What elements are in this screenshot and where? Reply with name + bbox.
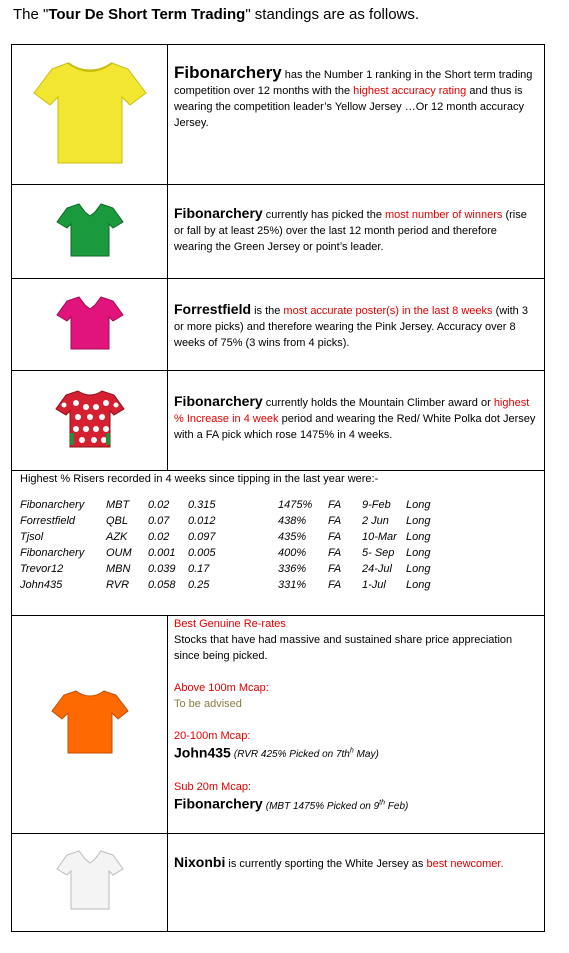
riser-cell: FA bbox=[328, 531, 342, 543]
riser-cell: 0.07 bbox=[148, 515, 170, 527]
riser-cell: Forrestfield bbox=[20, 515, 76, 527]
riser-cell: 10-Mar bbox=[362, 531, 397, 543]
riser-row bbox=[20, 515, 536, 531]
riser-cell: 0.315 bbox=[188, 499, 216, 511]
yellow-leader-name: Fibonarchery bbox=[174, 63, 282, 82]
polka-jersey-row: Fibonarchery currently holds the Mountain Climber award or highest % Increase in 4 week period and wearing the Red/ White Polka dot Jersey with a FA pick which rose 1475% in 4 weeks. bbox=[12, 371, 545, 471]
green-leader-name: Fibonarchery bbox=[174, 205, 263, 221]
rerates-title: Best Genuine Re-rates bbox=[174, 618, 286, 630]
riser-cell: 1-Jul bbox=[362, 579, 386, 591]
rerates-row: Best Genuine Re-rates Stocks that have had massive and sustained share price appreciation since being picked. Above 100m Mcap: To be advised 20-100m Mcap: John435 (RVR 425% Picked on $7th^h$ May) Sub 20m Mcap: Fibonarchery (MBT 1475% Picked on 9th Feb) bbox=[12, 616, 545, 834]
riser-cell: FA bbox=[328, 515, 342, 527]
pink-leader-name: Forrestfield bbox=[174, 301, 252, 317]
rerates-desc: Stocks that have had massive and sustained share price appreciation since being picked. bbox=[174, 634, 513, 662]
riser-cell: 0.097 bbox=[188, 531, 216, 543]
riser-cell: FA bbox=[328, 579, 342, 591]
yellow-jersey-cell bbox=[12, 45, 168, 185]
riser-cell: Long bbox=[406, 499, 431, 511]
riser-cell: FA bbox=[328, 499, 342, 511]
riser-row bbox=[20, 547, 536, 563]
riser-cell: RVR bbox=[106, 579, 130, 591]
page-title: The "Tour De Short Term Trading" standings are as follows. bbox=[13, 6, 420, 23]
sub-cap-label: Sub 20m Mcap: bbox=[174, 781, 252, 794]
riser-cell: 331% bbox=[278, 579, 307, 591]
riser-cell: Long bbox=[406, 579, 431, 591]
mid-cap-name: John435 bbox=[174, 744, 231, 761]
riser-cell: 5- Sep bbox=[362, 547, 395, 559]
riser-cell: 0.039 bbox=[148, 563, 176, 575]
riser-cell: 336% bbox=[278, 563, 307, 575]
riser-cell: FA bbox=[328, 547, 342, 559]
riser-cell: 2 Jun bbox=[362, 515, 389, 527]
riser-cell: Fibonarchery bbox=[20, 547, 85, 559]
green-jersey-row: Fibonarchery currently has picked the most number of winners (rise or fall by at least 25%) over the last 12 month period and therefore wearing the Green Jersey or point’s leader. bbox=[12, 185, 545, 279]
orange-tshirt-icon bbox=[50, 687, 130, 757]
polka-leader-name: Fibonarchery bbox=[174, 393, 263, 409]
riser-row bbox=[20, 563, 536, 579]
pink-jersey-row: Forrestfield is the most accurate poster(s) in the last 8 weeks (with 3 or more picks) and therefore wearing the Pink Jersey. Accuracy over 8 weeks of 75% (3 wins from 4 picks). bbox=[12, 279, 545, 371]
green-jersey-cell bbox=[12, 185, 168, 279]
risers-row bbox=[12, 471, 545, 616]
riser-cell: 400% bbox=[278, 547, 307, 559]
riser-cell: MBN bbox=[106, 563, 131, 575]
riser-cell: Long bbox=[406, 531, 431, 543]
mid-cap-label: 20-100m Mcap: bbox=[174, 730, 251, 742]
polka-jersey-cell bbox=[12, 371, 168, 471]
risers-title: Highest % Risers recorded in 4 weeks since tipping in the last year were:- bbox=[20, 473, 379, 485]
riser-row bbox=[20, 499, 536, 515]
riser-cell: QBL bbox=[106, 515, 129, 527]
riser-cell: Long bbox=[406, 547, 431, 559]
above-100m-value: To be advised bbox=[174, 698, 242, 710]
riser-cell: Trevor12 bbox=[20, 563, 64, 575]
polka-dot-jersey-icon bbox=[54, 387, 126, 449]
riser-cell: 24-Jul bbox=[362, 563, 392, 575]
riser-cell: John435 bbox=[20, 579, 63, 591]
riser-row bbox=[20, 579, 536, 595]
green-jersey-icon bbox=[55, 200, 125, 258]
sub-cap-name: Fibonarchery bbox=[174, 795, 263, 812]
riser-cell: 0.02 bbox=[148, 531, 170, 543]
orange-jersey-cell bbox=[12, 616, 168, 834]
riser-cell: Long bbox=[406, 563, 431, 575]
riser-cell: 1475% bbox=[278, 499, 313, 511]
white-jersey-row: Nixonbi is currently sporting the White Jersey as best newcomer. bbox=[12, 834, 545, 932]
riser-cell: 0.005 bbox=[188, 547, 216, 559]
riser-cell: MBT bbox=[106, 499, 130, 511]
riser-cell: 435% bbox=[278, 531, 307, 543]
riser-cell: OUM bbox=[106, 547, 132, 559]
white-leader-name: Nixonbi bbox=[174, 854, 226, 870]
riser-cell: 0.001 bbox=[148, 547, 176, 559]
risers-cell bbox=[12, 471, 545, 616]
riser-cell: 0.02 bbox=[148, 499, 170, 511]
above-100m-label: Above 100m Mcap: bbox=[174, 682, 269, 694]
yellow-jersey-row: Fibonarchery has the Number 1 ranking in the Short term trading competition over 12 months with the highest accuracy rating and thus is wearing the competition leader’s Yellow Jersey …Or 12 month accuracy Jersey. bbox=[12, 45, 545, 185]
risers-list bbox=[20, 499, 536, 595]
riser-cell: 0.25 bbox=[188, 579, 210, 591]
riser-cell: 438% bbox=[278, 515, 307, 527]
pink-jersey-icon bbox=[55, 293, 125, 351]
riser-cell: Fibonarchery bbox=[20, 499, 85, 511]
riser-row bbox=[20, 531, 536, 547]
riser-cell: Tjsol bbox=[20, 531, 44, 543]
riser-cell: 0.058 bbox=[148, 579, 176, 591]
riser-cell: 0.012 bbox=[188, 515, 216, 527]
riser-cell: 0.17 bbox=[188, 563, 210, 575]
white-jersey-cell bbox=[12, 834, 168, 932]
riser-cell: FA bbox=[328, 563, 342, 575]
standings-table bbox=[11, 44, 545, 932]
yellow-jersey-icon bbox=[30, 55, 150, 170]
pink-jersey-cell bbox=[12, 279, 168, 371]
riser-cell: AZK bbox=[106, 531, 128, 543]
riser-cell: 9-Feb bbox=[362, 499, 391, 511]
riser-cell: Long bbox=[406, 515, 431, 527]
white-jersey-icon bbox=[55, 847, 125, 913]
